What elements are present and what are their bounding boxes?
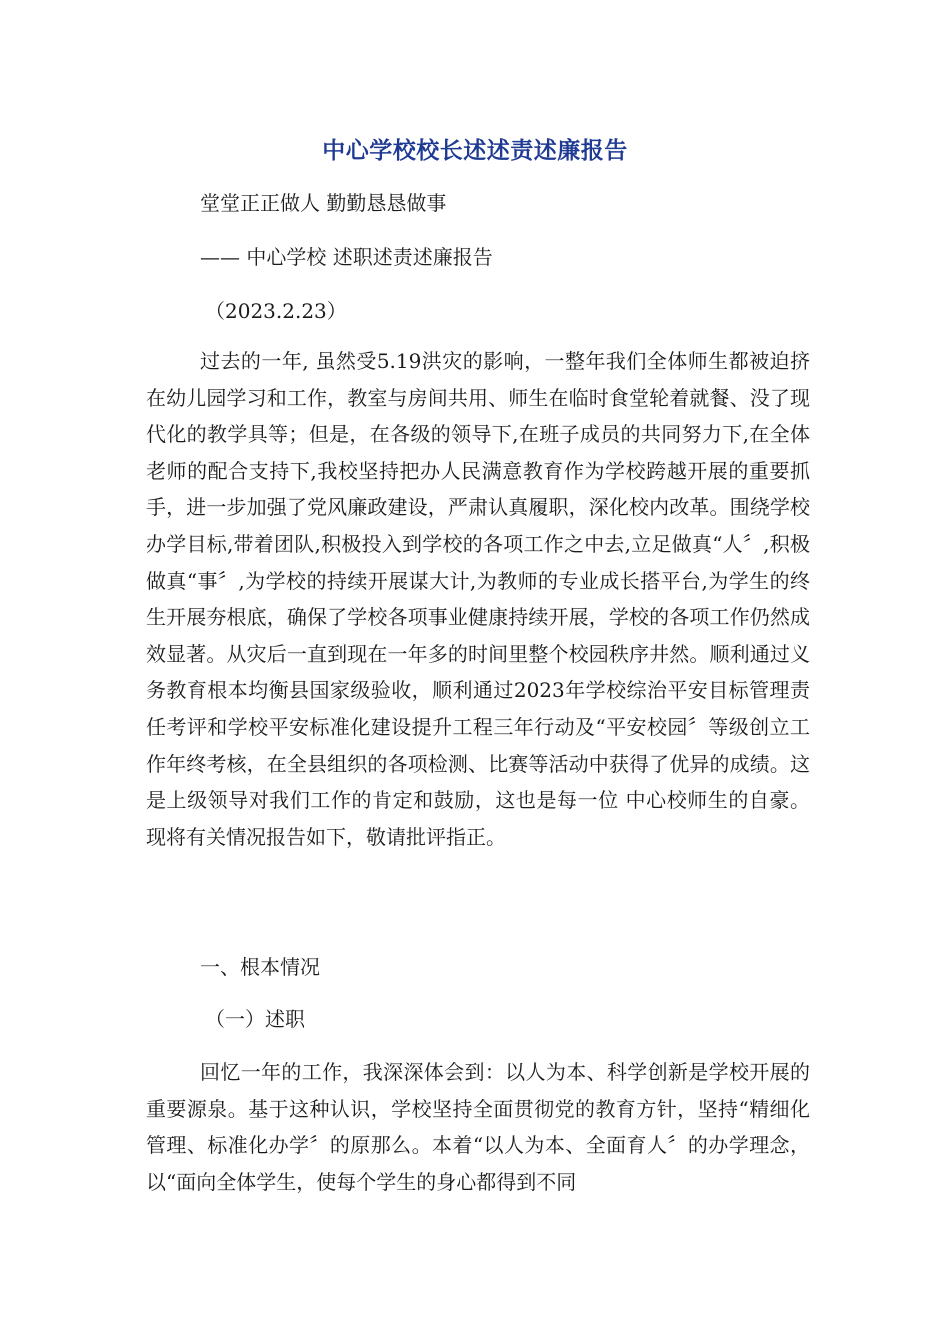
document-date: （2023.2.23） — [205, 299, 347, 323]
document-subtitle: 堂堂正正做人 勤勤恳恳做事 — [200, 191, 447, 215]
body-paragraph: 过去的一年, 虽然受5.19洪灾的影响，一整年我们全体师生都被迫挤在幼儿园学习和工作，教室与房间共用、师生在临时食堂轮着就餐、没了现代化的教学具等；但是，在各级的领导下,在班子成员的共同努力下,在全体老师的配合支持下,我校坚持把办人民满意教育作为学校跨越开展的重要抓手，进一步加强了党风廉政建设，严肃认真履职，深化校内改革。围绕学校办学目标,带着团队,积极投入到学校的各项工作之中去,立足做真“人〞,积极做真“事〞,为学校的持续开展谋大计,为教师的专业成长搭平台,为学生的终生开展夯根底，确保了学校各项事业健康持续开展，学校的各项工作仍然成效显著。从灾后一直到现在一年多的时间里整个校园秩序井然。顺利通过义务教育根本均衡县国家级验收，顺利通过2023年学校综治平安目标管理责任考评和学校平安标准化建设提升工程三年行动及“平安校园〞等级创立工作年终考核，在全县组织的各项检测、比赛等活动中获得了优异的成绩。这是上级领导对我们工作的肯定和鼓励，这也是每一位 中心校师生的自豪。现将有关情况报告如下，敬请批评指正。 — [146, 349, 810, 849]
section-heading: 一、根本情况 — [200, 955, 320, 979]
document-subline: —— 中心学校 述职述责述廉报告 — [200, 245, 493, 269]
body-paragraph: 回忆一年的工作，我深深体会到：以人为本、科学创新是学校开展的重要源泉。基于这种认识，学校坚持全面贯彻党的教育方针，坚持“精细化管理、标准化办学〞的原那么。本着“以人为本、全面育人〞的办学理念，以“面向全体学生，使每个学生的身心都得到不同 — [146, 1060, 810, 1194]
document-title: 中心学校校长述述责述廉报告 — [322, 138, 628, 164]
subsection-heading: （一）述职 — [205, 1007, 305, 1031]
